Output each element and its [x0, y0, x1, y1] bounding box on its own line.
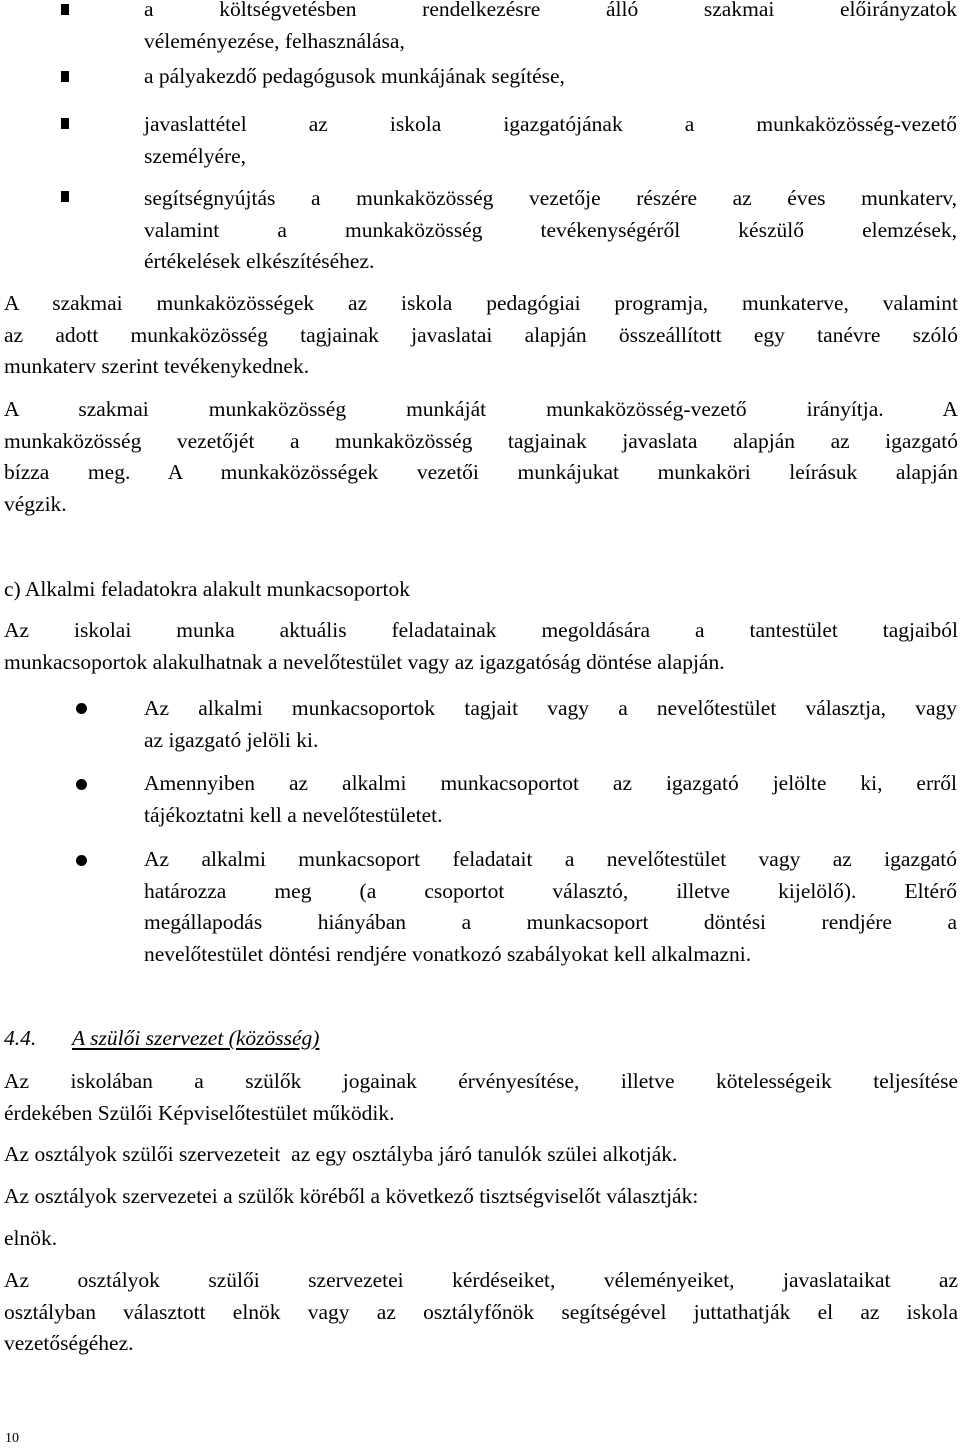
text-line: javaslattétel az iskola igazgatójának a munkaközösség-vezető [144, 112, 957, 136]
section-number: 4.4. [4, 1026, 37, 1050]
paragraph [4, 1265, 958, 1360]
subheading-text: c) Alkalmi feladatokra alakult munkacsoportok [4, 577, 410, 601]
square-bullet-icon [61, 191, 69, 202]
text-line: tájékoztatni kell a nevelőtestületet. [144, 802, 443, 827]
list-item [144, 61, 957, 93]
section-heading [4, 1023, 958, 1055]
text-line: az adott munkaközösség tagjainak javaslatai alapján összeállított egy tanévre szóló [4, 322, 958, 347]
text-line: osztályban választott elnök vagy az osztályfőnök segítségével juttathatják el az iskola [4, 1299, 958, 1324]
text-line: munkaterv szerint tevékenykednek. [4, 354, 310, 378]
text-line: munkacsoportok alakulhatnak a nevelőtestület vagy az igazgatóság döntése alapján. [4, 649, 725, 674]
text-line: A szakmai munkaközösség munkáját munkaközösség-vezető irányítja. A [4, 397, 958, 421]
text-line: Az osztályok szülői szervezeteit az egy osztályba járó tanulók szülei alkotják. [4, 1142, 678, 1166]
text-line: bízza meg. A munkaközösségek vezetői munkájukat munkaköri leírásuk alapján [4, 460, 958, 484]
text-line: Az osztályok szülői szervezetei kérdéseiket, véleményeiket, javaslataikat az [4, 1268, 958, 1292]
paragraph [4, 1181, 958, 1213]
text-line: Az iskolai munka aktuális feladatainak megoldására a tantestület tagjaiból [4, 618, 958, 642]
text-line: Az iskolában a szülők jogainak érvényesítése, illetve kötelességeik teljesítése [4, 1069, 958, 1093]
text-line: Az alkalmi munkacsoport feladatait a nevelőtestület vagy az igazgató [144, 847, 957, 871]
square-bullet-icon [61, 118, 69, 129]
round-bullet-icon [76, 779, 87, 790]
round-bullet-icon [76, 855, 87, 866]
text-line: a pályakezdő pedagógusok munkájának segítése, [144, 64, 565, 88]
text-line: A szakmai munkaközösségek az iskola pedagógiai programja, munkaterve, valamint [4, 291, 958, 315]
text-line: valamint a munkaközösség tevékenységéről készülő elemzések, [144, 217, 957, 242]
list-item [144, 693, 957, 756]
text-line: megállapodás hiányában a munkacsoport döntési rendjére a [144, 910, 957, 934]
square-bullet-icon [61, 4, 69, 15]
text-line: értékelések elkészítéséhez. [144, 249, 375, 273]
text-line: vezetőségéhez. [4, 1331, 134, 1355]
text-line: Amennyiben az alkalmi munkacsoportot az igazgató jelölte ki, erről [144, 771, 957, 795]
list-item [144, 109, 957, 172]
subheading [4, 574, 958, 606]
list-item [144, 183, 957, 278]
text-line: elnök. [4, 1226, 58, 1250]
paragraph [4, 288, 958, 383]
section-title: A szülői szervezet (közösség) [72, 1026, 320, 1050]
square-bullet-icon [61, 71, 69, 82]
paragraph [4, 394, 958, 520]
list-item [144, 844, 957, 970]
text-line: határozza meg (a csoportot választó, illetve kijelölő). Eltérő [144, 878, 957, 903]
text-line: az igazgató jelöli ki. [144, 727, 319, 752]
text-line: munkaközösség vezetőjét a munkaközösség tagjainak javaslata alapján az igazgató [4, 428, 958, 453]
paragraph [4, 1066, 958, 1129]
page-number: 10 [5, 1431, 19, 1446]
paragraph [4, 1139, 958, 1171]
round-bullet-icon [76, 703, 87, 714]
text-line: segítségnyújtás a munkaközösség vezetője részére az éves munkaterv, [144, 186, 957, 210]
section-heading-line [4, 1023, 958, 1055]
text-line: a költségvetésben rendelkezésre álló szakmai előirányzatok [144, 0, 957, 21]
text-line: végzik. [4, 491, 67, 516]
list-item [144, 768, 957, 831]
text-line: Az osztályok szervezetei a szülők köréből a következő tisztségviselőt választják: [4, 1184, 699, 1208]
text-line: Az alkalmi munkacsoportok tagjait vagy a nevelőtestület választja, vagy [144, 696, 957, 720]
paragraph [4, 615, 958, 678]
text-line: véleményezése, felhasználása, [144, 28, 405, 53]
list-item [144, 0, 957, 57]
text-line: nevelőtestület döntési rendjére vonatkozó szabályokat kell alkalmazni. [144, 941, 752, 966]
text-line: személyére, [144, 143, 247, 168]
paragraph [4, 1223, 958, 1255]
text-line: érdekében Szülői Képviselőtestület működik. [4, 1100, 395, 1125]
